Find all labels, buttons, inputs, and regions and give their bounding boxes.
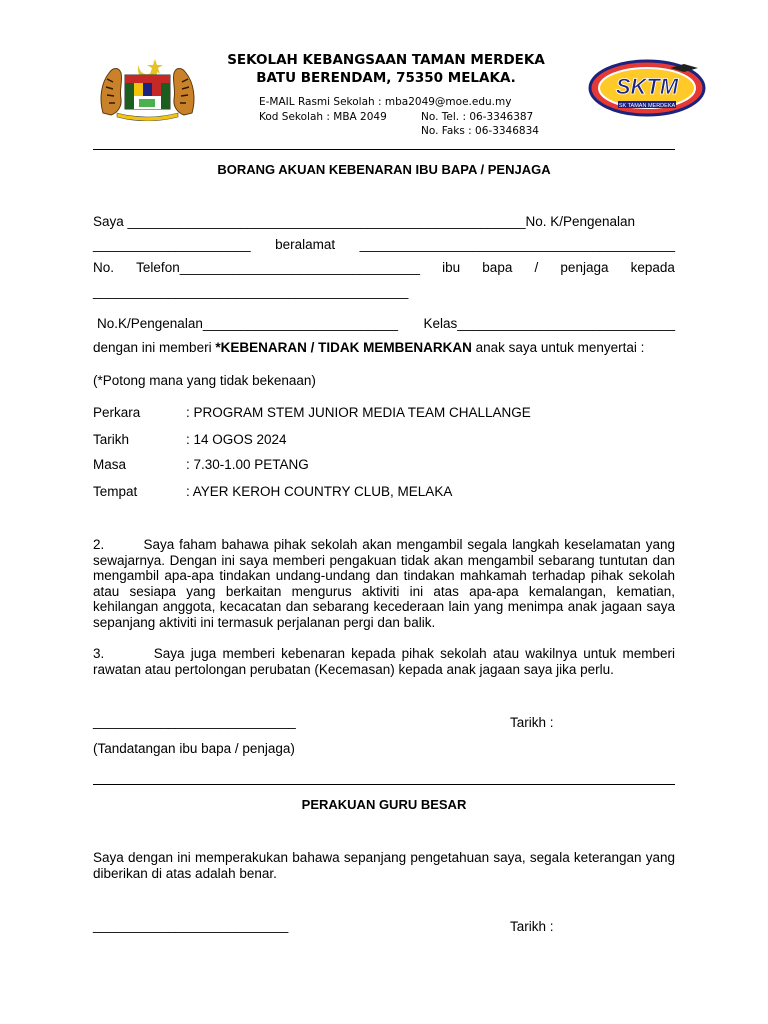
detail-label: Masa [93, 457, 127, 472]
headmaster-date-label: Tarikh : [510, 919, 554, 934]
school-tel: No. Tel. : 06-3346387 [421, 111, 534, 123]
name-line: Saya _____________________________________________________No. K/Pengenalan [93, 214, 636, 229]
strike-note: (*Potong mana yang tidak bekenaan) [93, 373, 316, 388]
headmaster-title: PERAKUAN GURU BESAR [301, 797, 467, 812]
school-fax: No. Faks : 06-3346834 [421, 125, 539, 137]
detail-value: : PROGRAM STEM JUNIOR MEDIA TEAM CHALLANGE [186, 405, 531, 420]
child-ic-blank[interactable]: No.K/Pengenalan__________________________ [97, 316, 399, 331]
parent-date-label: Tarikh : [510, 715, 554, 730]
section-divider [93, 784, 675, 785]
consent-options[interactable]: *KEBENARAN / TIDAK MEMBENARKAN [215, 340, 472, 355]
detail-label: Tempat [93, 484, 138, 499]
detail-label: Perkara [93, 405, 141, 420]
child-name-blank[interactable]: __________________________________________ [93, 284, 409, 299]
headmaster-signature-blank[interactable]: __________________________ [93, 918, 289, 933]
phone-blank[interactable]: Telefon________________________________ [136, 260, 420, 275]
child-ic-line [97, 316, 675, 331]
detail-value: : 14 OGOS 2024 [186, 432, 287, 447]
header-divider [93, 149, 675, 150]
address-line: _____________________ beralamat __________________________________________ [93, 237, 675, 252]
paragraph-3: 3. Saya juga memberi kebenaran kepada pihak sekolah atau wakilnya untuk memberi rawatan atau pertolongan perubatan (Kecemasan) kepada anak jagaan saya jika perlu. [93, 646, 679, 677]
address-blank[interactable]: __________________________________________ [359, 237, 675, 252]
sktm-logo [588, 58, 706, 118]
consent-statement: dengan ini memberi *KEBENARAN / TIDAK MEMBENARKAN anak saya untuk menyertai : [93, 340, 645, 355]
school-code: Kod Sekolah : MBA 2049 [259, 111, 387, 123]
headmaster-text: Saya dengan ini memperakukan bahawa sepanjang pengetahuan saya, segala keterangan yang diberikan di atas adalah benar. [93, 850, 675, 881]
school-address: BATU BERENDAM, 75350 MELAKA. [256, 70, 516, 86]
detail-value: : AYER KEROH COUNTRY CLUB, MELAKA [186, 484, 453, 499]
ic-blank[interactable]: _____________________ [93, 237, 251, 252]
detail-label: Tarikh [93, 432, 130, 447]
school-name: SEKOLAH KEBANGSAAN TAMAN MERDEKA [227, 52, 545, 68]
class-blank[interactable]: Kelas_____________________________ [423, 316, 675, 331]
detail-value: : 7.30-1.00 PETANG [186, 457, 309, 472]
form-title: BORANG AKUAN KEBENARAN IBU BAPA / PENJAGA [217, 162, 551, 177]
sktm-logo-text: SKTM [615, 74, 679, 99]
signature-caption: (Tandatangan ibu bapa / penjaga) [93, 741, 295, 756]
school-email: E-MAIL Rasmi Sekolah : mba2049@moe.edu.my [259, 96, 512, 108]
crest-logo [95, 55, 200, 121]
sktm-logo-subtext: SK TAMAN MERDEKA [618, 103, 676, 109]
parent-signature-blank[interactable]: ___________________________ [93, 714, 296, 729]
name-blank[interactable]: _____________________________________________________ [127, 214, 526, 229]
phone-line: No. Telefon________________________________ ibu bapa / penjaga kepada [93, 260, 675, 275]
paragraph-2: 2. Saya faham bahawa pihak sekolah akan mengambil segala langkah keselamatan yang sewajarnya. Dengan ini saya memberi pengakuan tidak akan mengambil sebarang tuntutan dan mengambil apa-apa tindakan undang-undang dan tindakan mahkamah terhadap pihak sekolah atau sesiapa yang berkaitan mengurus aktiviti ini atas apa-apa kemalangan, kematian, kehilangan anggota, kecacatan dan sebarang kecederaan lain yang menimpa anak jagaan saya sepanjang aktiviti ini termasuk perjalanan pergi dan balik. [93, 537, 679, 630]
